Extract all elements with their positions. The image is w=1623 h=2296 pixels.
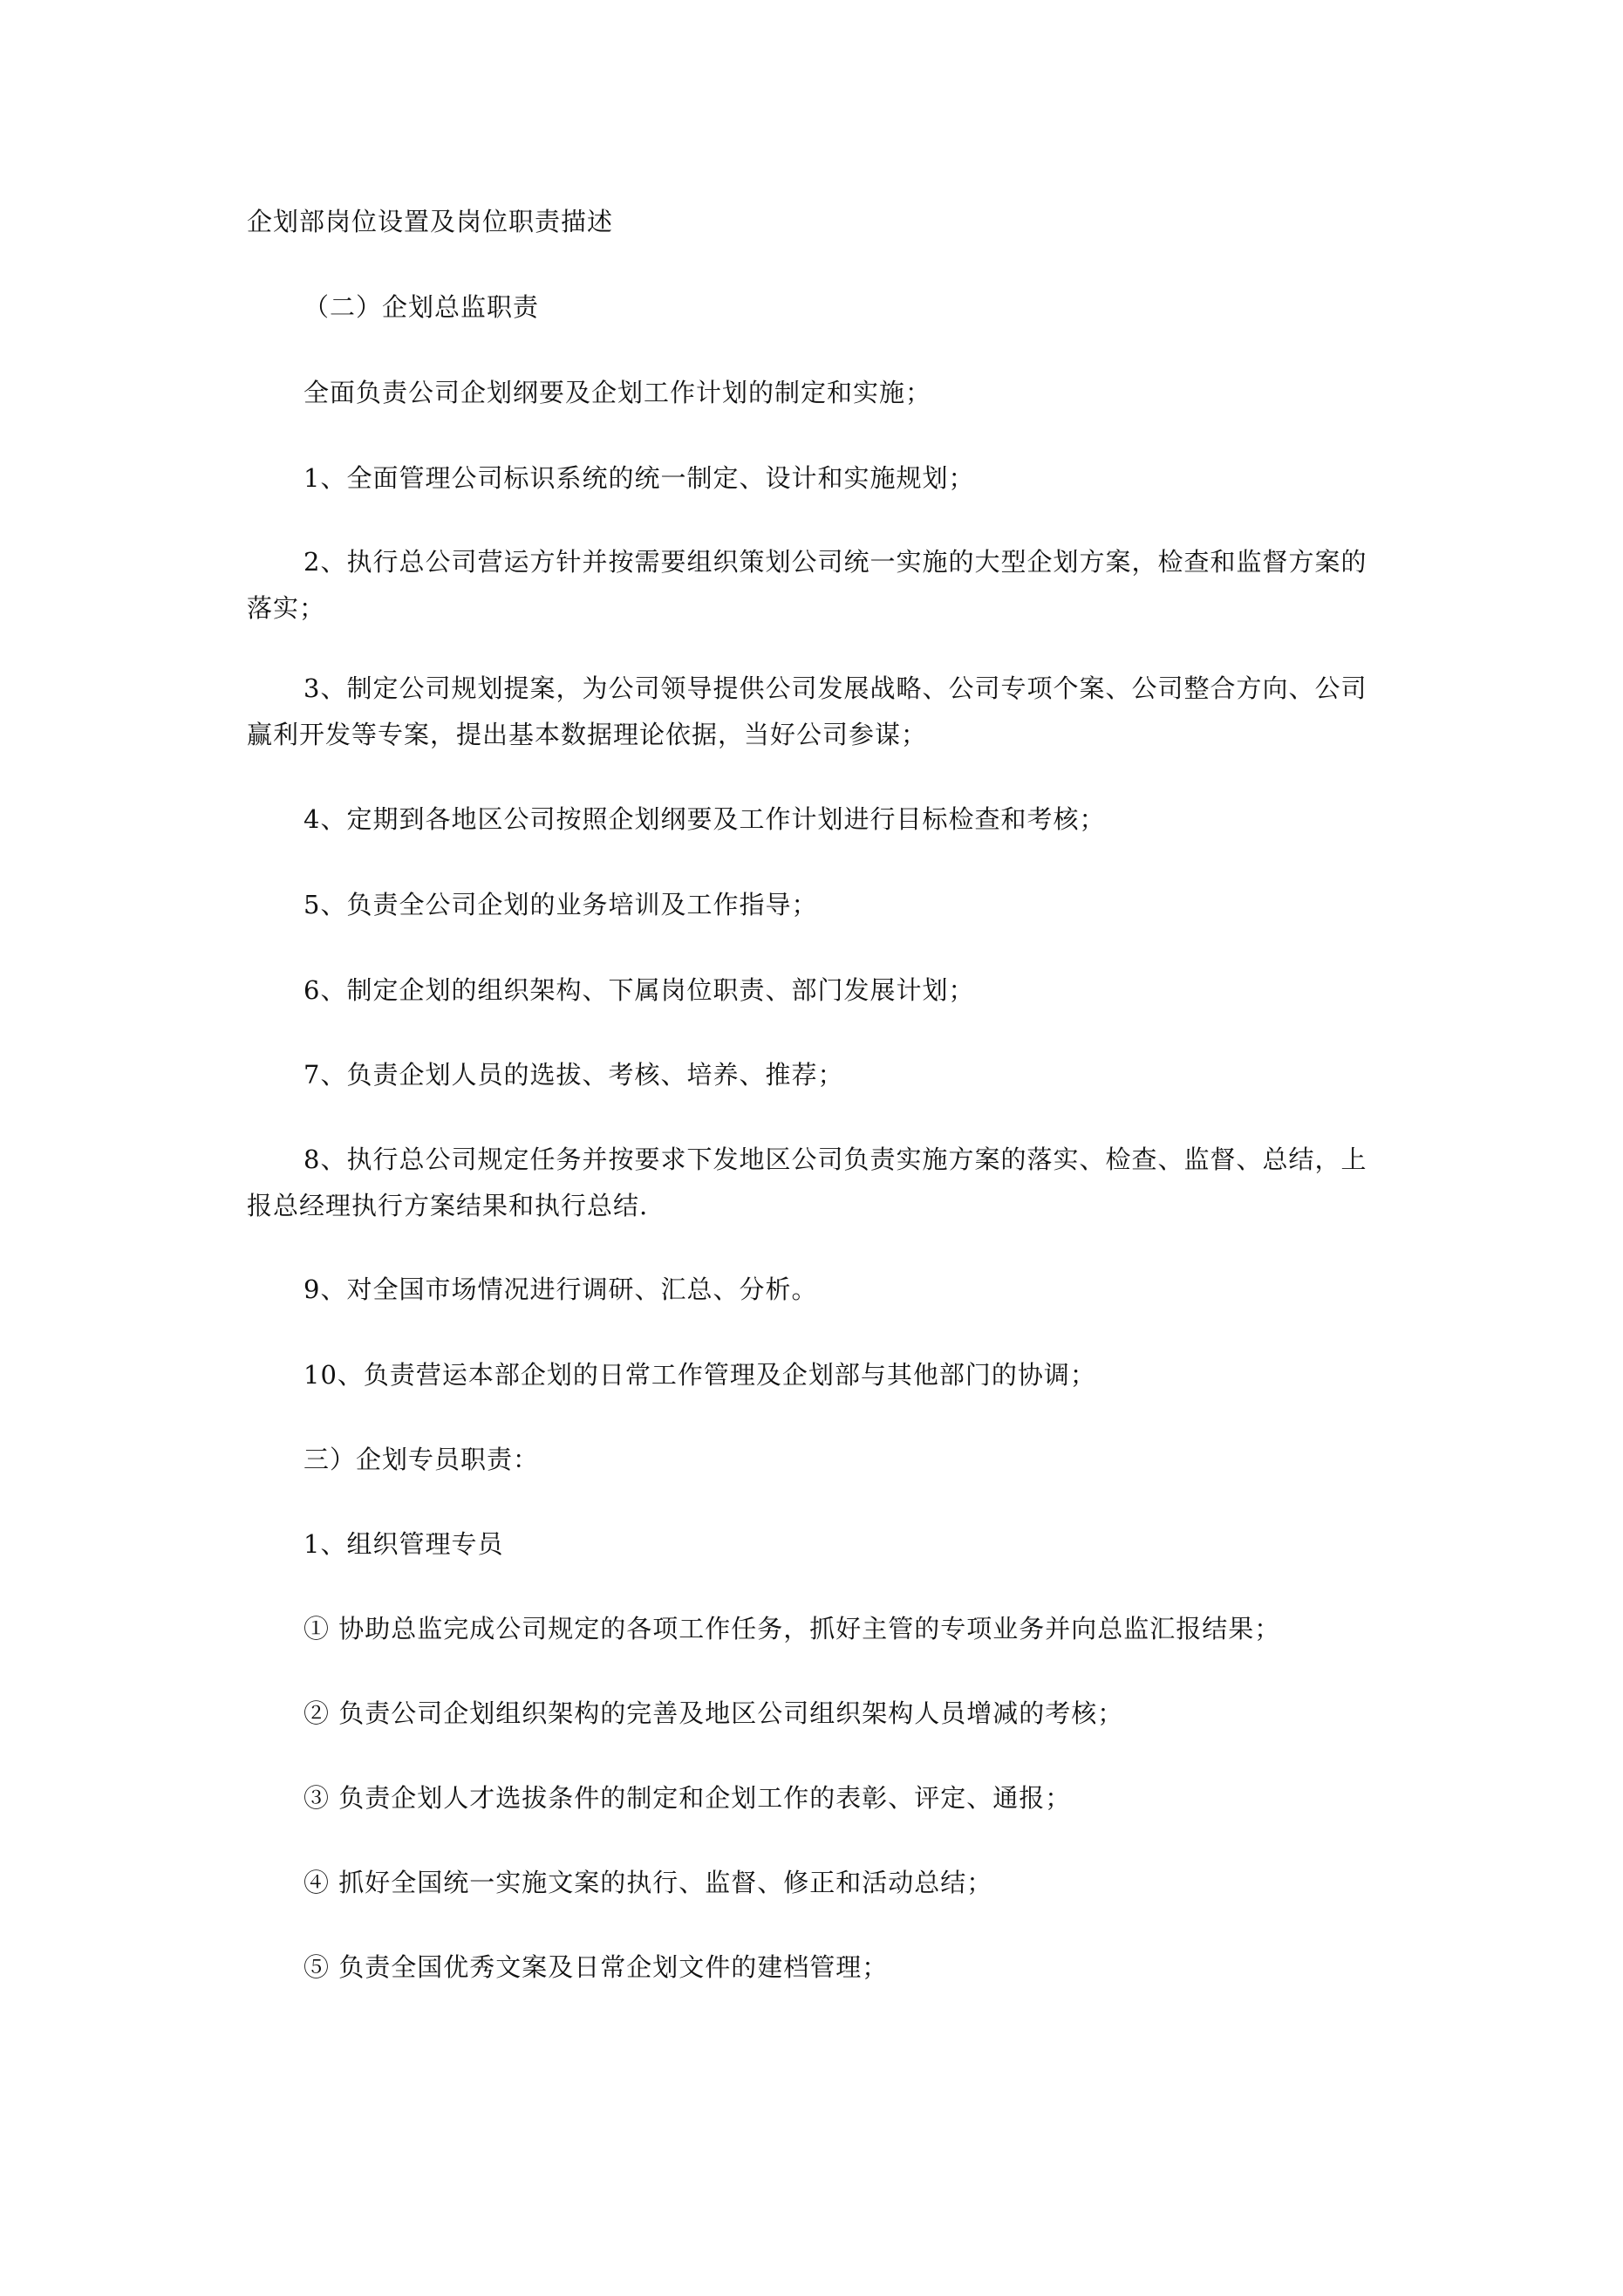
list-item: 2、执行总公司营运方针并按需要组织策划公司统一实施的大型企划方案，检查和监督方案的 xyxy=(303,547,1367,577)
list-item: 7、负责企划人员的选拔、考核、培养、推荐； xyxy=(303,1060,844,1090)
list-item: 5、负责全公司企划的业务培训及工作指导； xyxy=(303,890,818,919)
list-item: 4、定期到各地区公司按照企划纲要及工作计划进行目标检查和考核； xyxy=(303,804,1106,834)
subsection-heading: 1、组织管理专员 xyxy=(303,1529,504,1559)
section-heading-specialist: 三）企划专员职责： xyxy=(303,1445,540,1474)
paragraph: 全面负责公司企划纲要及企划工作计划的制定和实施； xyxy=(303,378,932,407)
sub-list-item: ③ 负责企划人才选拔条件的制定和企划工作的表彰、评定、通报； xyxy=(303,1783,1072,1813)
list-item: 1、全面管理公司标识系统的统一制定、设计和实施规划； xyxy=(303,463,975,493)
list-item: 6、制定企划的组织架构、下属岗位职责、部门发展计划； xyxy=(303,975,975,1005)
sub-list-item: ④ 抓好全国统一实施文案的执行、监督、修正和活动总结； xyxy=(303,1868,993,1897)
list-item-continued: 落实； xyxy=(247,593,326,623)
list-item: 10、负责营运本部企划的日常工作管理及企划部与其他部门的协调； xyxy=(303,1360,1096,1390)
list-item-continued: 赢利开发等专案，提出基本数据理论依据，当好公司参谋； xyxy=(247,720,928,749)
list-item: 3、制定公司规划提案，为公司领导提供公司发展战略、公司专项个案、公司整合方向、公司 xyxy=(303,673,1367,703)
sub-list-item: ② 负责公司企划组织架构的完善及地区公司组织架构人员增减的考核； xyxy=(303,1698,1124,1728)
list-item-continued: 报总经理执行方案结果和执行总结. xyxy=(247,1191,649,1220)
sub-list-item: ⑤ 负责全国优秀文案及日常企划文件的建档管理； xyxy=(303,1952,889,1982)
document-title: 企划部岗位设置及岗位职责描述 xyxy=(247,207,614,236)
list-item: 8、执行总公司规定任务并按要求下发地区公司负责实施方案的落实、检查、监督、总结，上 xyxy=(303,1145,1367,1174)
sub-list-item: ① 协助总监完成公司规定的各项工作任务，抓好主管的专项业务并向总监汇报结果； xyxy=(303,1614,1281,1643)
section-heading-director: （二）企划总监职责 xyxy=(303,292,540,322)
list-item: 9、对全国市场情况进行调研、汇总、分析。 xyxy=(303,1274,818,1304)
